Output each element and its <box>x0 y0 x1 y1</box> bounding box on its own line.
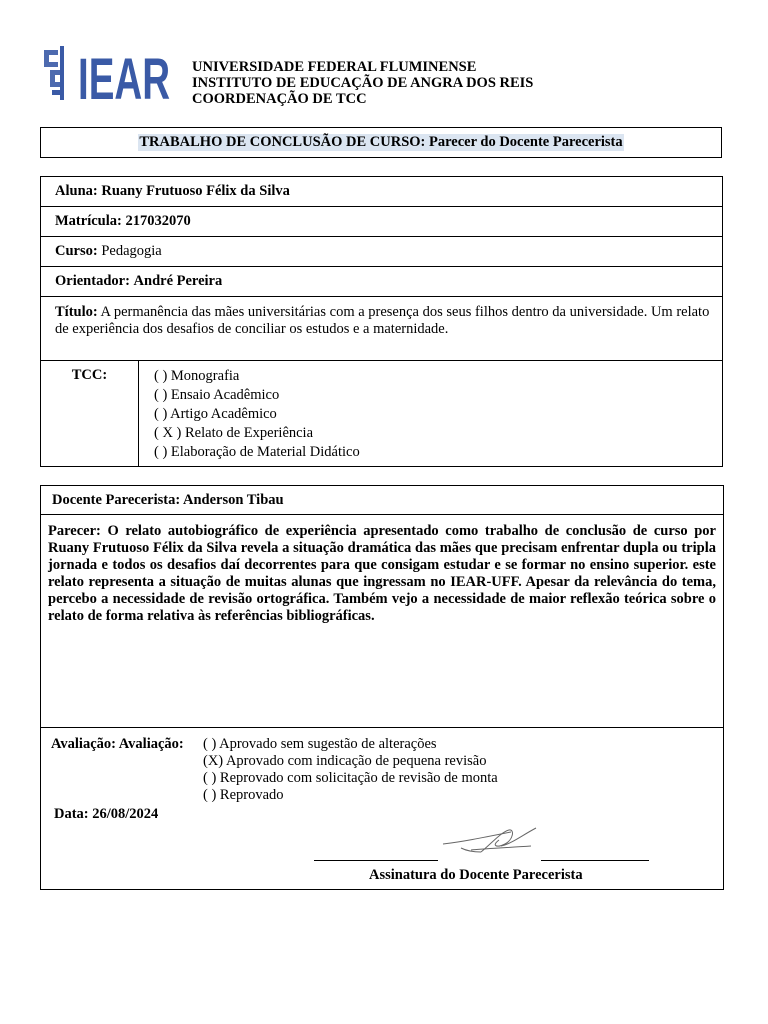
tcc-option-artigo: ( ) Artigo Acadêmico <box>154 406 277 422</box>
matricula-row <box>41 207 722 237</box>
opinion-text: O relato autobiográfico de experiência apresentado como trabalho de conclusão de curso por Ruany Frutuoso Félix da Silva revela a situação dramática das mães que precisam enfrentar dupla ou tripla jornada e todos os desafios daí decorrentes para que consigam estudar e se formar no ensino superior. este relato representa a situação de muitas alunas que ingressam no IEAR-UFF. Apesar da relevância do tema, percebo a necessidade de revisão ortográfica. Também vejo a necessidade de maior reflexão teórica sobre o relato de forma relativa às referências bibliográficas. <box>48 523 716 624</box>
tcc-label: TCC: <box>41 361 139 466</box>
logo-text: IEAR <box>78 47 170 112</box>
advisor-label: Orientador: <box>55 273 130 289</box>
evaluation-option-rejected: ( ) Reprovado <box>203 787 284 803</box>
signature-caption: Assinatura do Docente Parecerista <box>369 867 583 883</box>
evaluation-option-rejected-revision: ( ) Reprovado com solicitação de revisão de monta <box>203 770 498 786</box>
evaluation-option-approved-minor: (X) Aprovado com indicação de pequena revisão <box>203 753 487 769</box>
tcc-option-material: ( ) Elaboração de Material Didático <box>154 444 360 460</box>
thesis-title-value: A permanência das mães universitárias com a presença dos seus filhos dentro da universidade. Um relato de experiência dos desafios de conciliar os estudos e a maternidade. <box>55 304 710 337</box>
course-row <box>41 237 722 267</box>
tcc-option-monografia: ( ) Monografia <box>154 368 240 384</box>
tcc-option-relato: ( X ) Relato de Experiência <box>154 425 314 441</box>
matricula-value: 217032070 <box>125 213 191 229</box>
iear-logo <box>38 44 172 112</box>
opinion-label: Parecer: <box>48 523 101 539</box>
reviewer-label: Docente Parecerista: <box>52 492 181 508</box>
matricula-label: Matrícula: <box>55 213 122 229</box>
student-name-value: Ruany Frutuoso Félix da Silva <box>101 183 290 199</box>
course-value: Pedagogia <box>101 243 162 259</box>
evaluation-option-approved: ( ) Aprovado sem sugestão de alterações <box>203 736 437 752</box>
advisor-row <box>41 267 722 297</box>
signature-line-left <box>314 860 438 861</box>
student-info-table <box>40 176 723 467</box>
handwritten-signature <box>441 822 541 862</box>
advisor-value: André Pereira <box>133 273 223 289</box>
reviewer-value: Anderson Tibau <box>182 492 284 508</box>
evaluation-label: Avaliação: Avaliação: <box>51 736 184 752</box>
evaluation-options <box>203 736 498 804</box>
header-institute: INSTITUTO DE EDUCAÇÃO DE ANGRA DOS REIS <box>192 75 534 91</box>
header-coordination: COORDENAÇÃO DE TCC <box>192 91 367 107</box>
opinion-section <box>41 515 723 728</box>
course-label: Curso: <box>55 243 98 259</box>
signature-line-right <box>541 860 649 861</box>
student-name-label: Aluna: <box>55 183 98 199</box>
date: Data: 26/08/2024 <box>54 806 159 822</box>
student-name-row <box>41 177 722 207</box>
document-title: TRABALHO DE CONCLUSÃO DE CURSO: Parecer do Docente Parecerista <box>139 134 623 150</box>
document-title-box <box>40 127 722 158</box>
tcc-option-ensaio: ( ) Ensaio Acadêmico <box>154 387 280 403</box>
reviewer-opinion-table <box>40 485 724 890</box>
tcc-options <box>154 367 360 462</box>
thesis-title-label: Título: <box>55 304 98 320</box>
header-university: UNIVERSIDADE FEDERAL FLUMINENSE <box>192 59 477 75</box>
thesis-title-row <box>41 297 722 361</box>
reviewer-row <box>41 486 723 515</box>
institution-header <box>192 59 533 107</box>
